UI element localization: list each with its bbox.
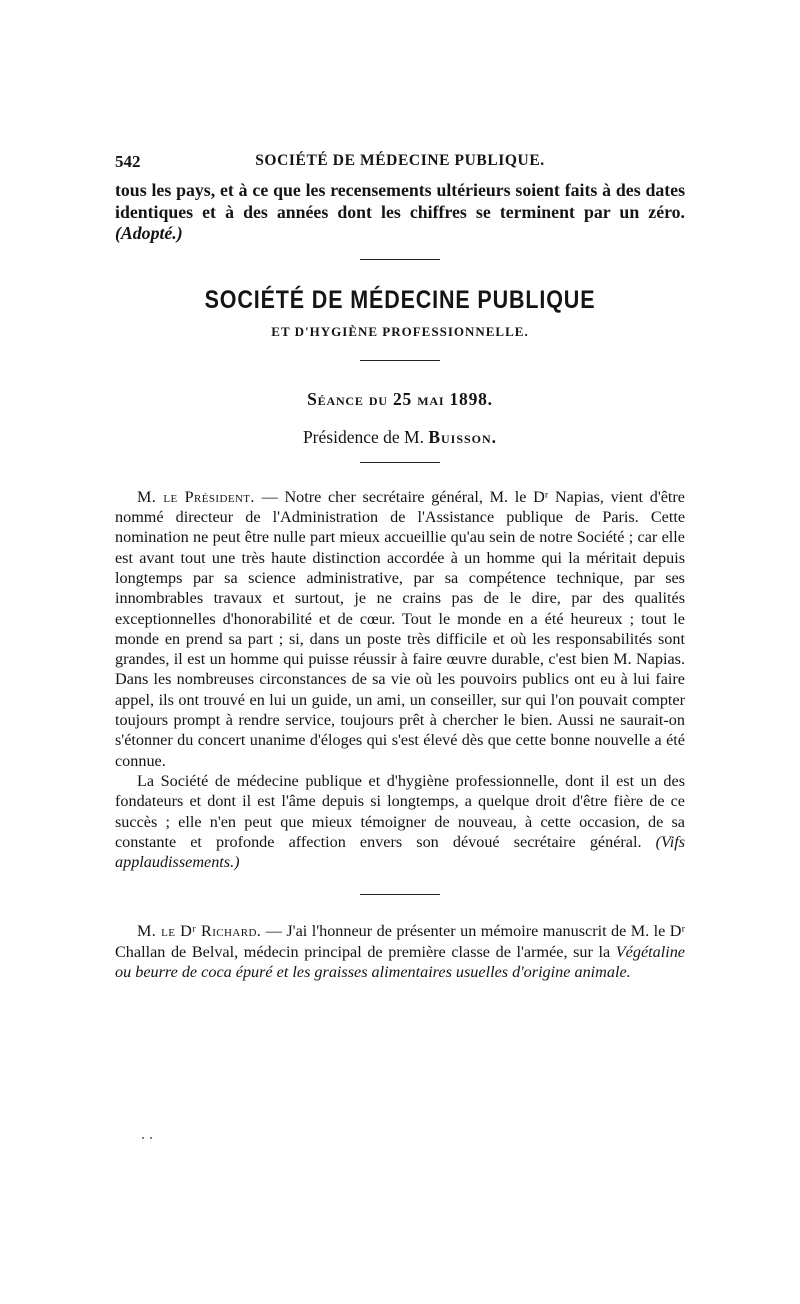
- speaker-name: M. le Dʳ Richard.: [137, 922, 262, 941]
- society-title: SOCIÉTÉ DE MÉDECINE PUBLIQUE: [204, 285, 596, 314]
- carryover-text: tous les pays, et à ce que les recensements ultérieurs soient faits à des dates identiques et à des années dont les chiffres se terminent par un zéro.: [115, 180, 685, 222]
- speech-text: — Notre cher secrétaire général, M. le Dʳ Napias, vient d'être nommé directeur de l'Administration de l'Assistance publique de Paris. Cette nomination ne peut être nulle part mieux accueillie qu'au sein de notre Société ; car elle est avant tout une très haute distinction accordée à un homme qui la méritait depuis longtemps par sa science administrative, par sa compétence technique, par ses innombrables travaux et surtout, je ne crains pas de le dire, par des qualités exceptionnelles d'honorabilité et de cœur. Tout le monde en a été heureux ; tout le monde en prend sa part ; si, dans un poste très difficile et où les responsabilités sont grandes, il est un homme qui puisse réussir à faire œuvre durable, c'est bien M. Napias. Dans les nombreuses circonstances de sa vie où les pouvoirs publics ont eu à lui faire appel, ils ont trouvé en lui un guide, un ami, un conseiller, sur qui l'on pouvait compter toujours prompt à rendre service, toujours prêt à chercher le bien. Aussi ne saurait-on s'étonner du concert unanime d'éloges qui s'est élevé dès que cette bonne nouvelle a été connue.: [115, 487, 685, 770]
- session-heading: [115, 389, 685, 410]
- adopted-note: (Adopté.): [115, 223, 183, 244]
- printer-mark: [142, 1137, 152, 1141]
- session-label: Séance du 25 mai 1898.: [307, 388, 493, 409]
- presidence-prefix: Présidence de M.: [302, 426, 429, 447]
- richard-speech: [115, 921, 685, 982]
- carryover-paragraph: [115, 180, 685, 245]
- speaker-name: M. le Président.: [137, 487, 255, 506]
- speech-paragraph: [115, 487, 685, 771]
- president-speech: [115, 487, 685, 873]
- speech-text: — J'ai l'honneur de présenter un mémoire manuscrit de M. le Dʳ Challan de Belval, médecin principal de première classe de l'armée, sur la: [115, 922, 685, 961]
- running-title: SOCIÉTÉ DE MÉDECINE PUBLIQUE.: [255, 152, 545, 169]
- applause-note: (Vifs applaudissements.): [115, 832, 685, 872]
- section-divider: [360, 462, 440, 463]
- section-divider: [360, 259, 440, 260]
- document-page: [115, 150, 685, 982]
- running-head: [115, 150, 685, 176]
- speech-text: La Société de médecine publique et d'hygiène professionnelle, dont il est un des fondateurs et dont il est l'âme depuis si longtemps, a quelque droit d'être fière de ce succès ; elle n'en peut que mieux témoigner de nouveau, à cette occasion, de sa constante et profonde affection envers son dévoué secrétaire général.: [115, 771, 685, 851]
- page-number: 542: [115, 152, 141, 171]
- presidence-line: [115, 427, 685, 448]
- memoir-title: Végétaline ou beurre de coca épuré et les graisses alimentaires usuelles d'origine animale.: [115, 942, 685, 982]
- speech-paragraph: [115, 771, 685, 872]
- president-name: Buisson.: [428, 426, 498, 447]
- society-subtitle: ET D'HYGIÈNE PROFESSIONNELLE.: [271, 323, 529, 339]
- section-divider: [360, 360, 440, 361]
- section-divider: [360, 894, 440, 895]
- speech-paragraph: [115, 921, 685, 982]
